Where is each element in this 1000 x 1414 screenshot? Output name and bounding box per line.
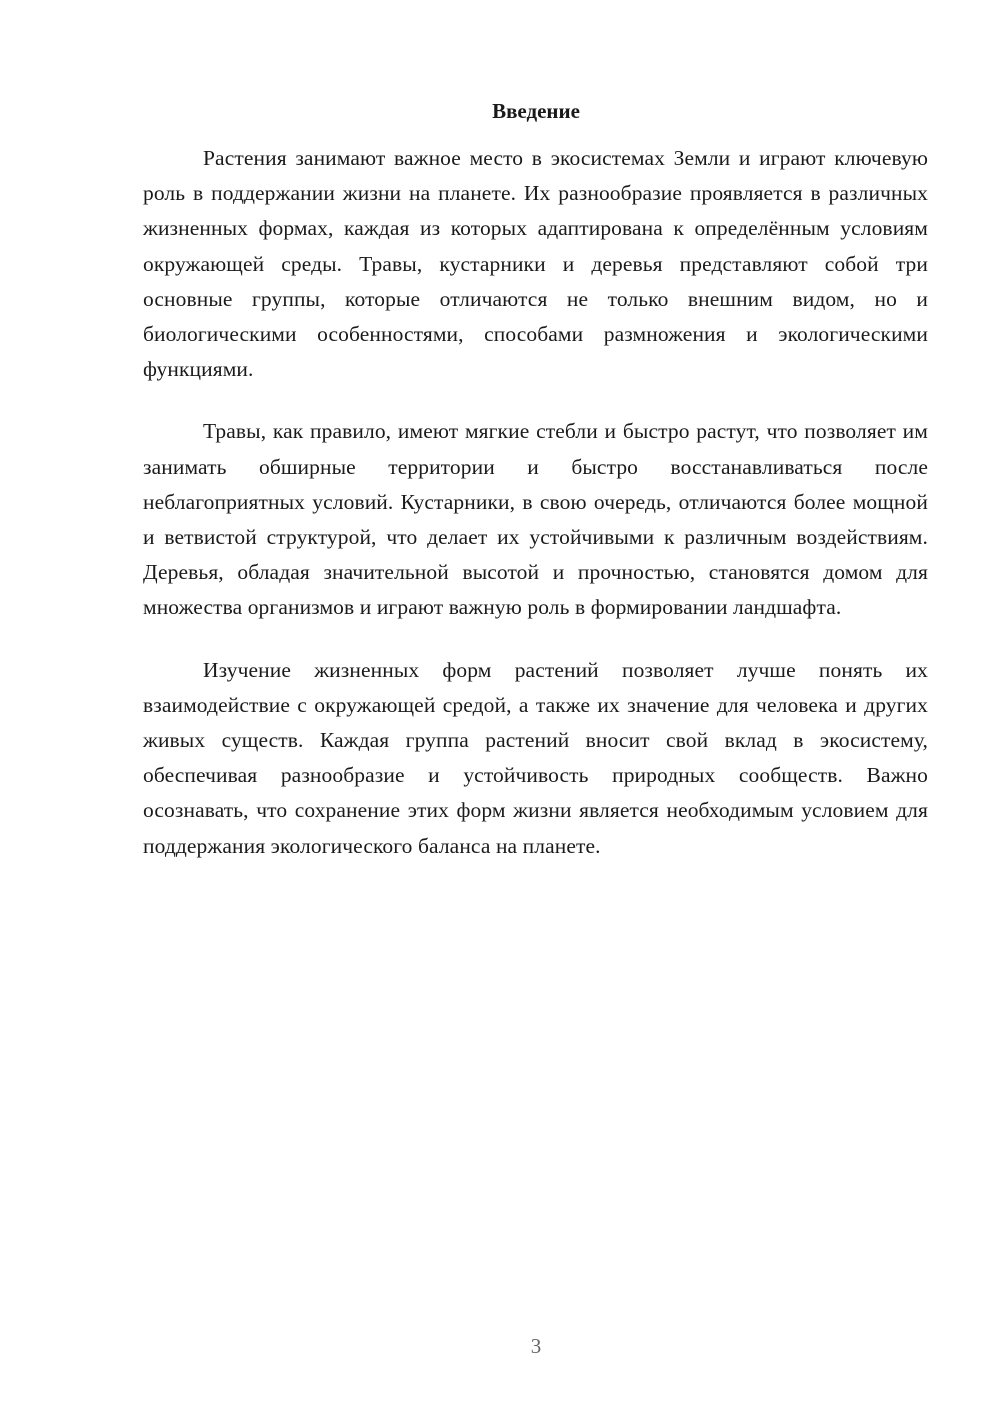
page-number: 3 bbox=[530, 1334, 542, 1358]
paragraph-2: Травы, как правило, имеют мягкие стебли и быстро растут, что позволяет им занимать обширные территории и быстро восстанавливаться после неблагоприятных условий. Кустарники, в свою очередь, отличаются более мощной и ветвистой структурой, что делает их устойчивыми к различным воздействиям. Деревья, обладая значительной высотой и прочностью, становятся домом для множества организмов и играют важную роль в формировании ландшафта. bbox=[143, 419, 928, 620]
section-heading: Введение bbox=[492, 99, 580, 123]
body-text bbox=[143, 141, 928, 891]
paragraph-3: Изучение жизненных форм растений позволяет лучше понять их взаимодействие с окружающей средой, а также их значение для человека и других живых существ. Каждая группа растений вносит свой вклад в экосистему, обеспечивая разнообразие и устойчивость природных сообществ. Важно осознавать, что сохранение этих форм жизни является необходимым условием для поддержания экологического баланса на планете. bbox=[143, 657, 928, 858]
paragraph-1: Растения занимают важное место в экосистемах Земли и играют ключевую роль в поддержании жизни на планете. Их разнообразие проявляется в различных жизненных формах, каждая из которых адаптирована к определённым условиям окружающей среды. Травы, кустарники и деревья представляют собой три основные группы, которые отличаются не только внешним видом, но и биологическими особенностями, способами размножения и экологическими функциями. bbox=[143, 146, 928, 382]
